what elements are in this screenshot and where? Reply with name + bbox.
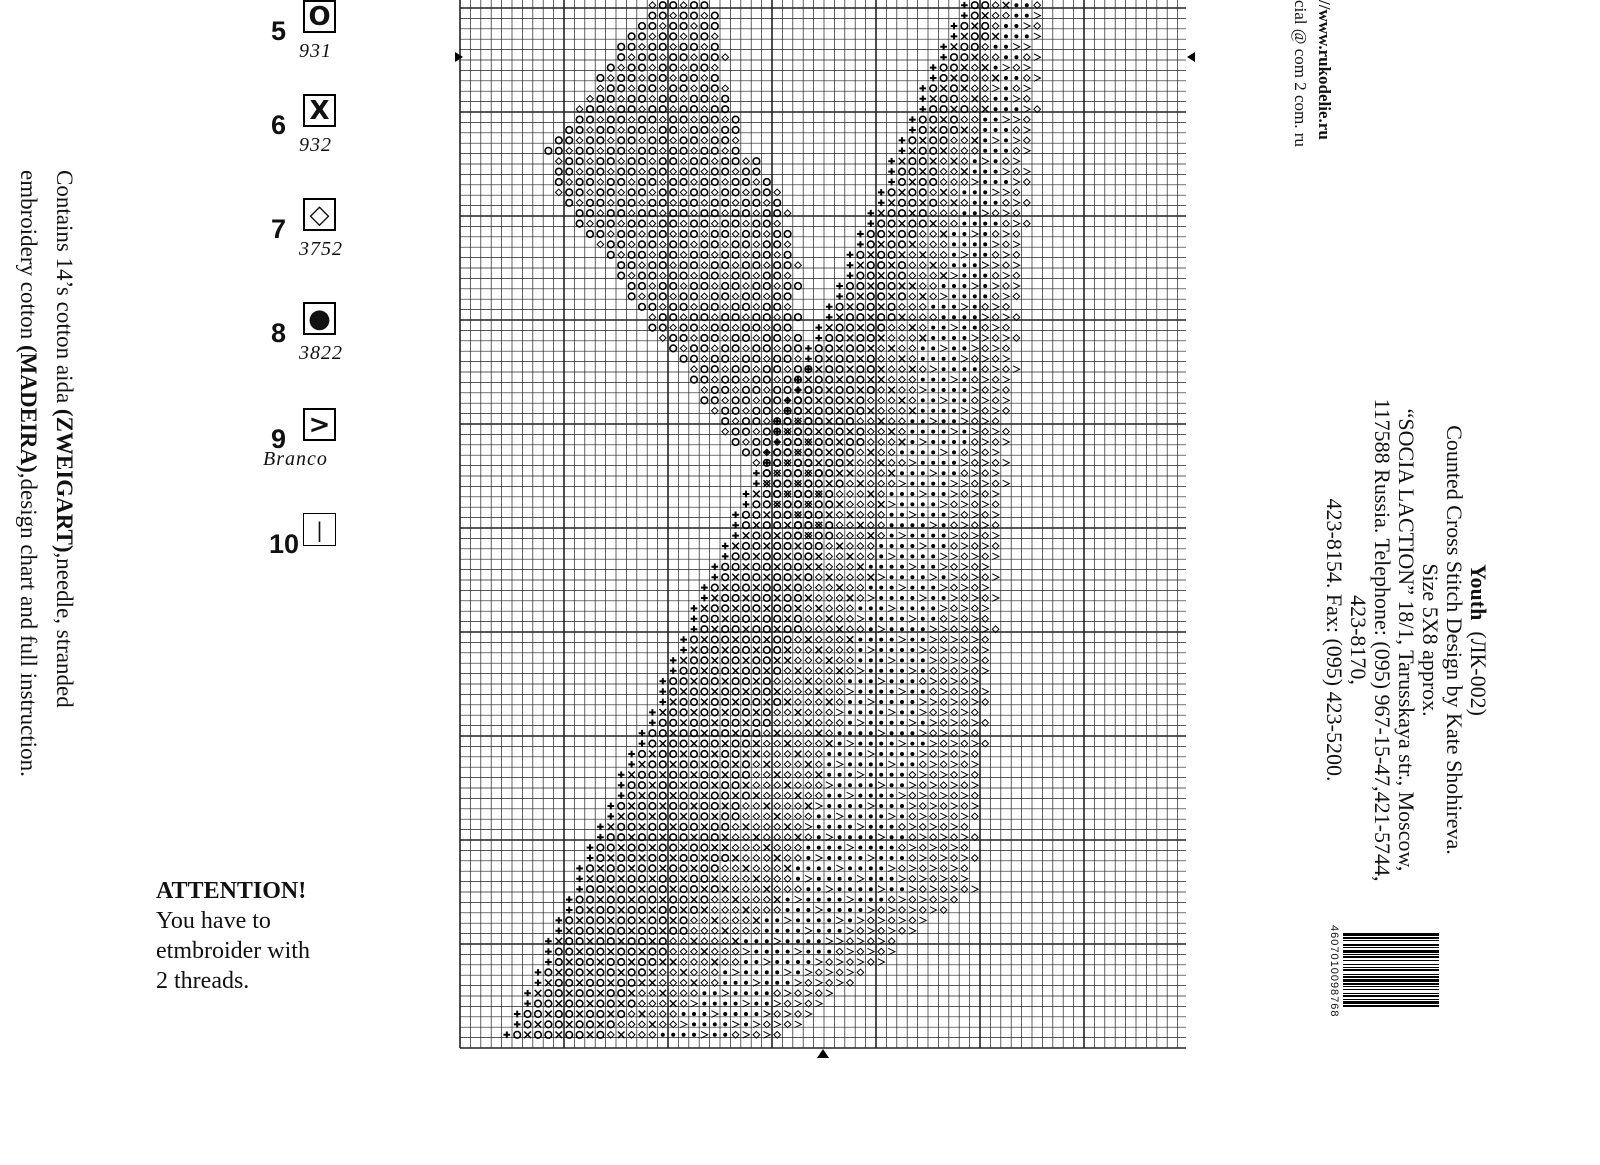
legend-item [255, 94, 455, 184]
legend-thread-code: 932 [299, 134, 332, 156]
fax-line: 423-8154. Fax: (095) 423-5200. [1322, 498, 1347, 782]
legend-thread-code: 3752 [299, 238, 343, 260]
circle-symbol-icon: O [303, 0, 336, 33]
legend-thread-code: 931 [299, 40, 332, 62]
size-line: Size 5X8 approx. [1418, 563, 1443, 717]
website-info [1288, 0, 1336, 200]
kit-contents-description: Contains 14’s cotton aida (ZWEIGART),needle, stranded embroidery cotton (MADEIRA),design chart and full instruction. [16, 170, 77, 777]
attention-title: ATTENTION! [156, 878, 307, 904]
diamond-symbol-icon: ◇ [303, 198, 336, 231]
legend-item [255, 198, 455, 288]
legend-number: 9 [271, 424, 287, 454]
legend-thread-code: Branco [263, 448, 328, 470]
x-symbol-icon: X [303, 94, 336, 127]
symbol-legend [255, 0, 455, 580]
barcode-number: 4607010098768 [1328, 925, 1340, 1018]
pattern-title: Youth [1466, 564, 1491, 621]
attention-line-1: You have to [156, 908, 271, 934]
website-url[interactable]: //www.rukodelie.ru [1315, 0, 1334, 140]
cross-stitch-chart [455, 0, 1195, 1065]
attention-note [156, 876, 386, 996]
email-address: cial @ com 2 com. ru [1291, 0, 1310, 147]
legend-number: 8 [271, 318, 287, 348]
pattern-code: (ЛК-002) [1466, 631, 1491, 716]
chart-grid [455, 0, 1195, 1065]
legend-number: 6 [271, 110, 287, 140]
phone-line-2: 423-8170, [1346, 595, 1371, 685]
bar-symbol-icon: | [303, 513, 336, 546]
legend-item [255, 0, 455, 90]
pattern-info [1322, 280, 1490, 1000]
legend-number: 10 [269, 529, 300, 559]
attention-line-3: 2 threads. [156, 968, 250, 994]
legend-item [255, 302, 455, 392]
address-line: “SOCIA LACTION” 18/1, Tarusskaya str., Moscow, [1394, 408, 1419, 872]
chevron-symbol-icon: > [303, 408, 336, 441]
legend-item [255, 513, 455, 603]
phone-line: 117588 Russia. Telephone: (095) 967-15-47,421-5744, [1370, 398, 1395, 882]
barcode-icon [1325, 925, 1445, 1075]
legend-number: 5 [271, 16, 287, 46]
attention-line-2: etmbroider with [156, 938, 310, 964]
legend-thread-code: 3822 [299, 342, 343, 364]
legend-item [255, 408, 455, 498]
dot-symbol-icon: ● [303, 302, 336, 335]
legend-number: 7 [271, 214, 287, 244]
designer-line: Counted Cross Stitch Design by Kate Shohireva. [1442, 425, 1467, 855]
